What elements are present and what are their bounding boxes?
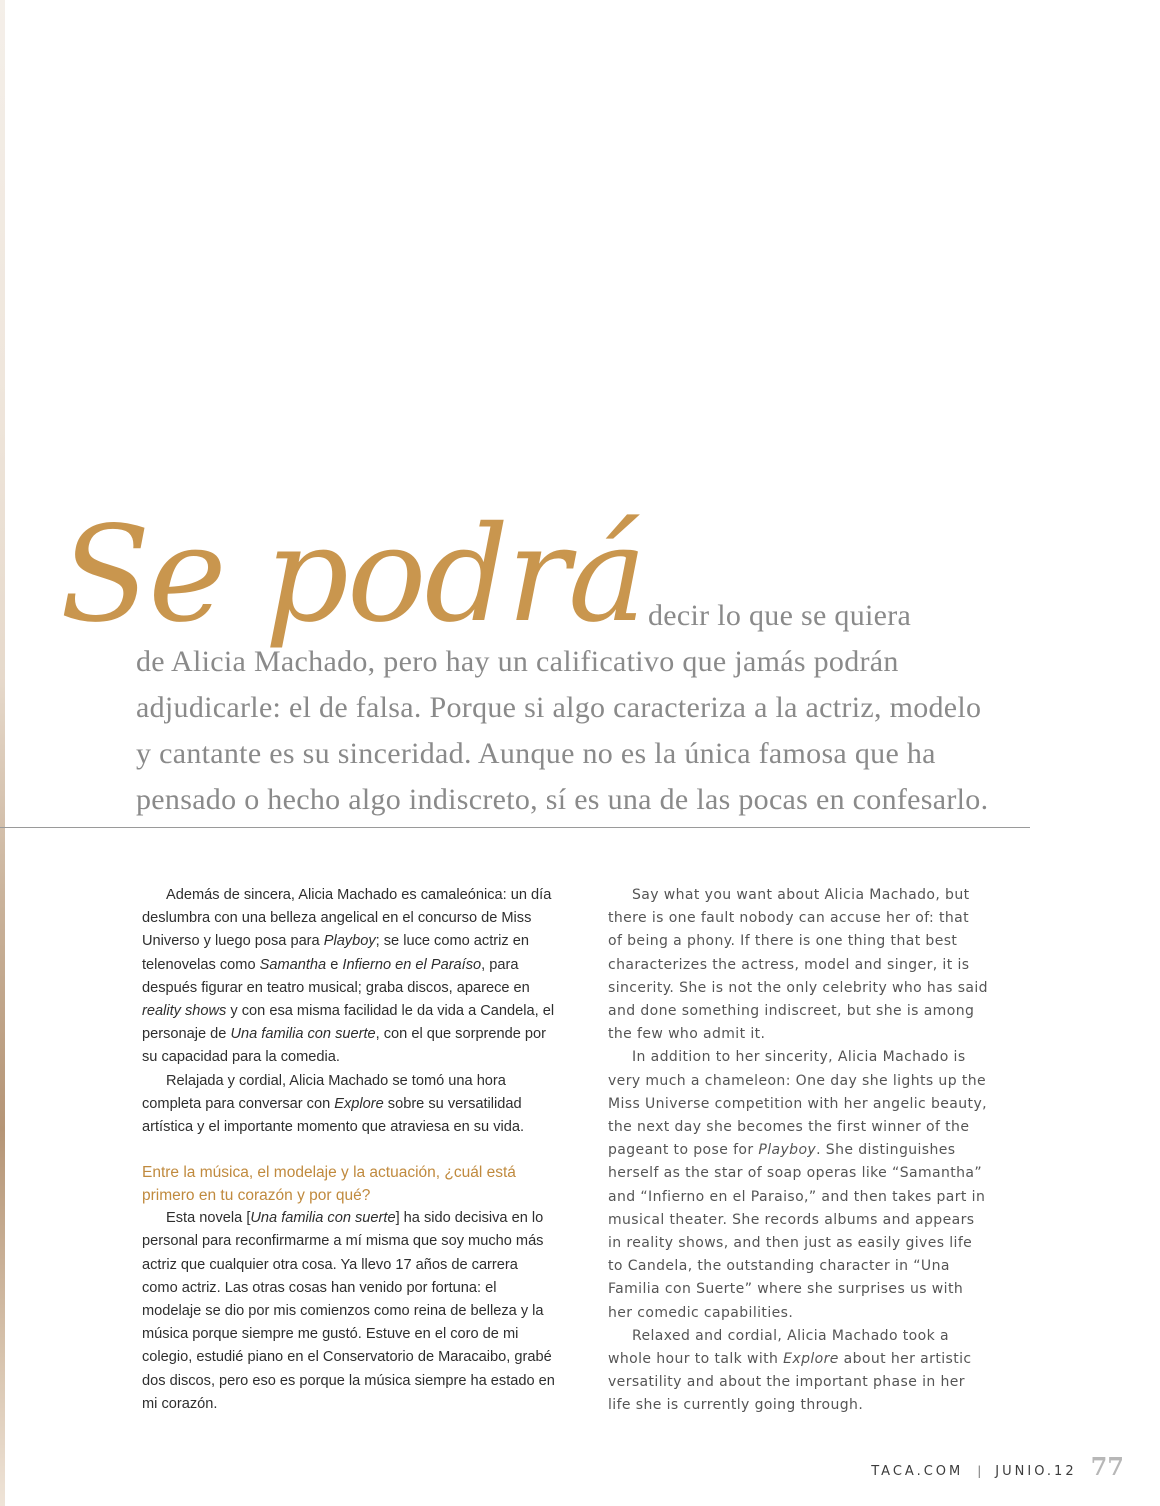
english-column xyxy=(608,884,988,1418)
page-footer xyxy=(871,1452,1124,1481)
script-headline-text: Se podrá xyxy=(60,498,645,652)
photo-edge-strip xyxy=(0,0,5,1506)
english-paragraph-3: Relaxed and cordial, Alicia Machado took a whole hour to talk with Explore about her artistic versatility and about the important phase in her life she is currently going through. xyxy=(608,1327,972,1414)
deck-line: decir lo que se quiera xyxy=(648,599,912,632)
deck-line: pensado o hecho algo indiscreto, sí es una de las pocas en confesarlo. xyxy=(136,783,989,816)
spanish-paragraph-3: Esta novela [Una familia con suerte] ha sido decisiva en lo personal para reconfirmarme a mí misma que soy mucho más actriz que cualquier otra cosa. Ya llevo 17 años de carrera como actriz. Las otras cosas han venido por fortuna: el modelaje se dio por mis comienzos como reina de belleza y la música porque siempre me gustó. Estuve en el coro de mi colegio, estudié piano en el Conservatorio de Maracaibo, grabé dos discos, pero eso es porque la música siempre ha estado en mi corazón. xyxy=(142,1210,555,1412)
spanish-column xyxy=(142,884,557,1416)
footer-separator: | xyxy=(977,1464,982,1478)
english-paragraph-1: Say what you want about Alicia Machado, but there is one fault nobody can accuse her of: that of being a phony. If there is one thing that best characterizes the actress, model and singer, it is sincerity. She is not the only celebrity who has said and done something indiscreet, but she is among the few who admit it. xyxy=(608,887,988,1043)
intro-deck xyxy=(136,593,1036,823)
deck-line: de Alicia Machado, pero hay un calificativo que jamás podrán xyxy=(136,645,899,678)
deck-line: y cantante es su sinceridad. Aunque no es la única famosa que ha xyxy=(136,737,936,770)
spanish-paragraph-2: Relajada y cordial, Alicia Machado se tomó una hora completa para conversar con Explore sobre su versatilidad artística y el importante momento que atraviesa en su vida. xyxy=(142,1072,525,1136)
footer-issue: JUNIO.12 xyxy=(995,1464,1077,1479)
english-paragraph-2: In addition to her sincerity, Alicia Machado is very much a chameleon: One day she lights up the Miss Universe competition with her angelic beauty, the next day she becomes the first winner of the pageant to pose for Playboy. She distinguishes herself as the star of soap operas like “Samantha” and “Infierno en el Paraiso,” and then takes part in musical theater. She records albums and appears in reality shows, and then just as easily gives life to Candela, the outstanding character in “Una Familia con Suerte” where she surprises us with her comedic capabilities. xyxy=(608,1049,987,1321)
interview-question: Entre la música, el modelaje y la actuación, ¿cuál está primero en tu corazón y por qué? xyxy=(142,1164,516,1205)
page-number: 77 xyxy=(1090,1452,1124,1481)
divider-rule xyxy=(0,827,1030,828)
deck-line: adjudicarle: el de falsa. Porque si algo caracteriza a la actriz, modelo xyxy=(136,691,982,724)
footer-site: TACA.COM xyxy=(871,1464,964,1479)
spanish-paragraph-1: Además de sincera, Alicia Machado es camaleónica: un día deslumbra con una belleza angelical en el concurso de Miss Universo y luego posa para Playboy; se luce como actriz en telenovelas como Samantha e Infierno en el Paraíso, para después figurar en teatro musical; graba discos, aparece en reality shows y con esa misma facilidad le da vida a Candela, el personaje de Una familia con suerte, con el que sorprende por su capacidad para la comedia. xyxy=(142,887,555,1066)
